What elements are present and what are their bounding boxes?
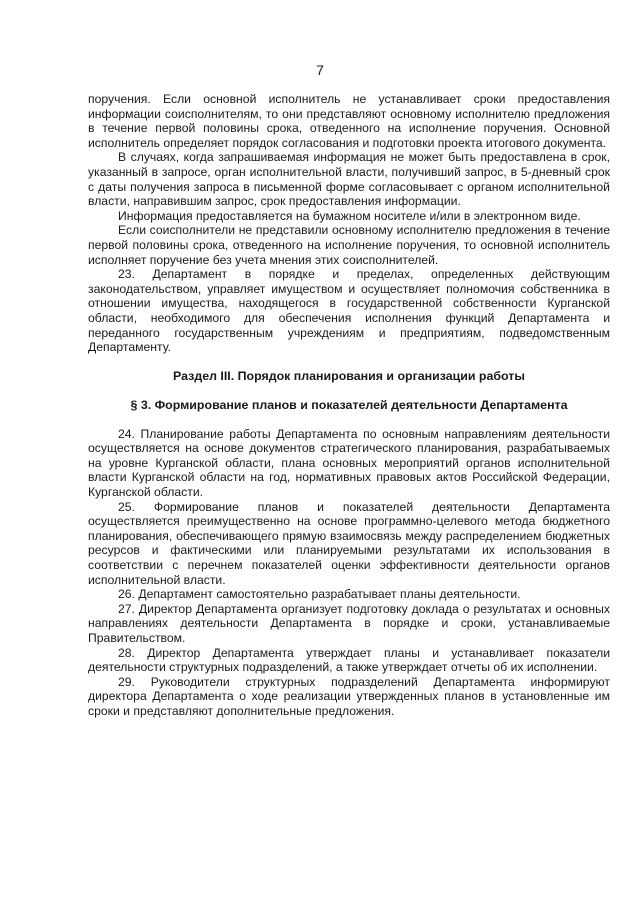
paragraph-continuation: поручения. Если основной исполнитель не устанавливает сроки предоставления информации соисполнителям, то они представляют основному исполнителю предложения в течение первой половины срока, отведенного на исполнение поручения. Основной исполнитель определяет порядок согласования и подготовки проекта итогового документа. — [88, 92, 610, 150]
paragraph-item-24: 24. Планирование работы Департамента по основным направлениям деятельности осуществляется на основе документов стратегического планирования, разрабатываемых на уровне Курганской области, плана основных мероприятий органов исполнительной власти Курганской области на год, нормативных правовых актов Российской Федерации, Курганской области. — [88, 426, 610, 500]
paragraph-item-28: 28. Директор Департамента утверждает планы и устанавливает показатели деятельности структурных подразделений, а также утверждает отчеты об их исполнении. — [88, 645, 610, 675]
page-number: 7 — [316, 62, 324, 78]
paragraph-item-27: 27. Директор Департамента организует подготовку доклада о результатах и основных направлениях деятельности Департамента в порядке и сроки, устанавливаемые Правительством. — [88, 601, 610, 645]
paragraph: Информация предоставляется на бумажном носителе и/или в электронном виде. — [118, 208, 581, 223]
paragraph-heading: § 3. Формирование планов и показателей деятельности Департамента — [130, 397, 568, 412]
paragraph-item-26: 26. Департамент самостоятельно разрабатывает планы деятельности. — [118, 587, 521, 602]
paragraph-item-23: 23. Департамент в порядке и пределах, определенных действующим законодательством, управляет имуществом и осуществляет полномочия собственника в отношении имущества, находящегося в государственной собственности Курганской области, необходимого для обеспечения исполнения функций Департамента и переданного государственным учреждениям и предприятиям, подведомственным Департаменту. — [88, 267, 610, 355]
section-heading: Раздел III. Порядок планирования и организации работы — [173, 368, 525, 383]
paragraph-item-25: 25. Формирование планов и показателей деятельности Департамента осуществляется преимущественно на основе программно-целевого метода бюджетного планирования, обеспечивающего прямую взаимосвязь между распределением бюджетных ресурсов и фактическими или планируемыми результатами их использования в соответствии с перечнем показателей оценки эффективности деятельности органов исполнительной власти. — [88, 499, 610, 587]
paragraph-item-29: 29. Руководители структурных подразделений Департамента информируют директора Департамента о ходе реализации утвержденных планов в установленные им сроки и представляют дополнительные предложения. — [88, 674, 610, 718]
paragraph: В случаях, когда запрашиваемая информация не может быть предоставлена в срок, указанный в запросе, орган исполнительной власти, получивший запрос, в 5-дневный срок с даты получения запроса в письменной форме согласовывает с органом исполнительной власти, направившим запрос, срок предоставления информации. — [88, 150, 610, 209]
document-body — [88, 92, 610, 719]
paragraph: Если соисполнители не представили основному исполнителю предложения в течение первой половины срока, отведенного на исполнение поручения, то основной исполнитель исполняет поручение без учета мнения этих соисполнителей. — [88, 223, 610, 267]
